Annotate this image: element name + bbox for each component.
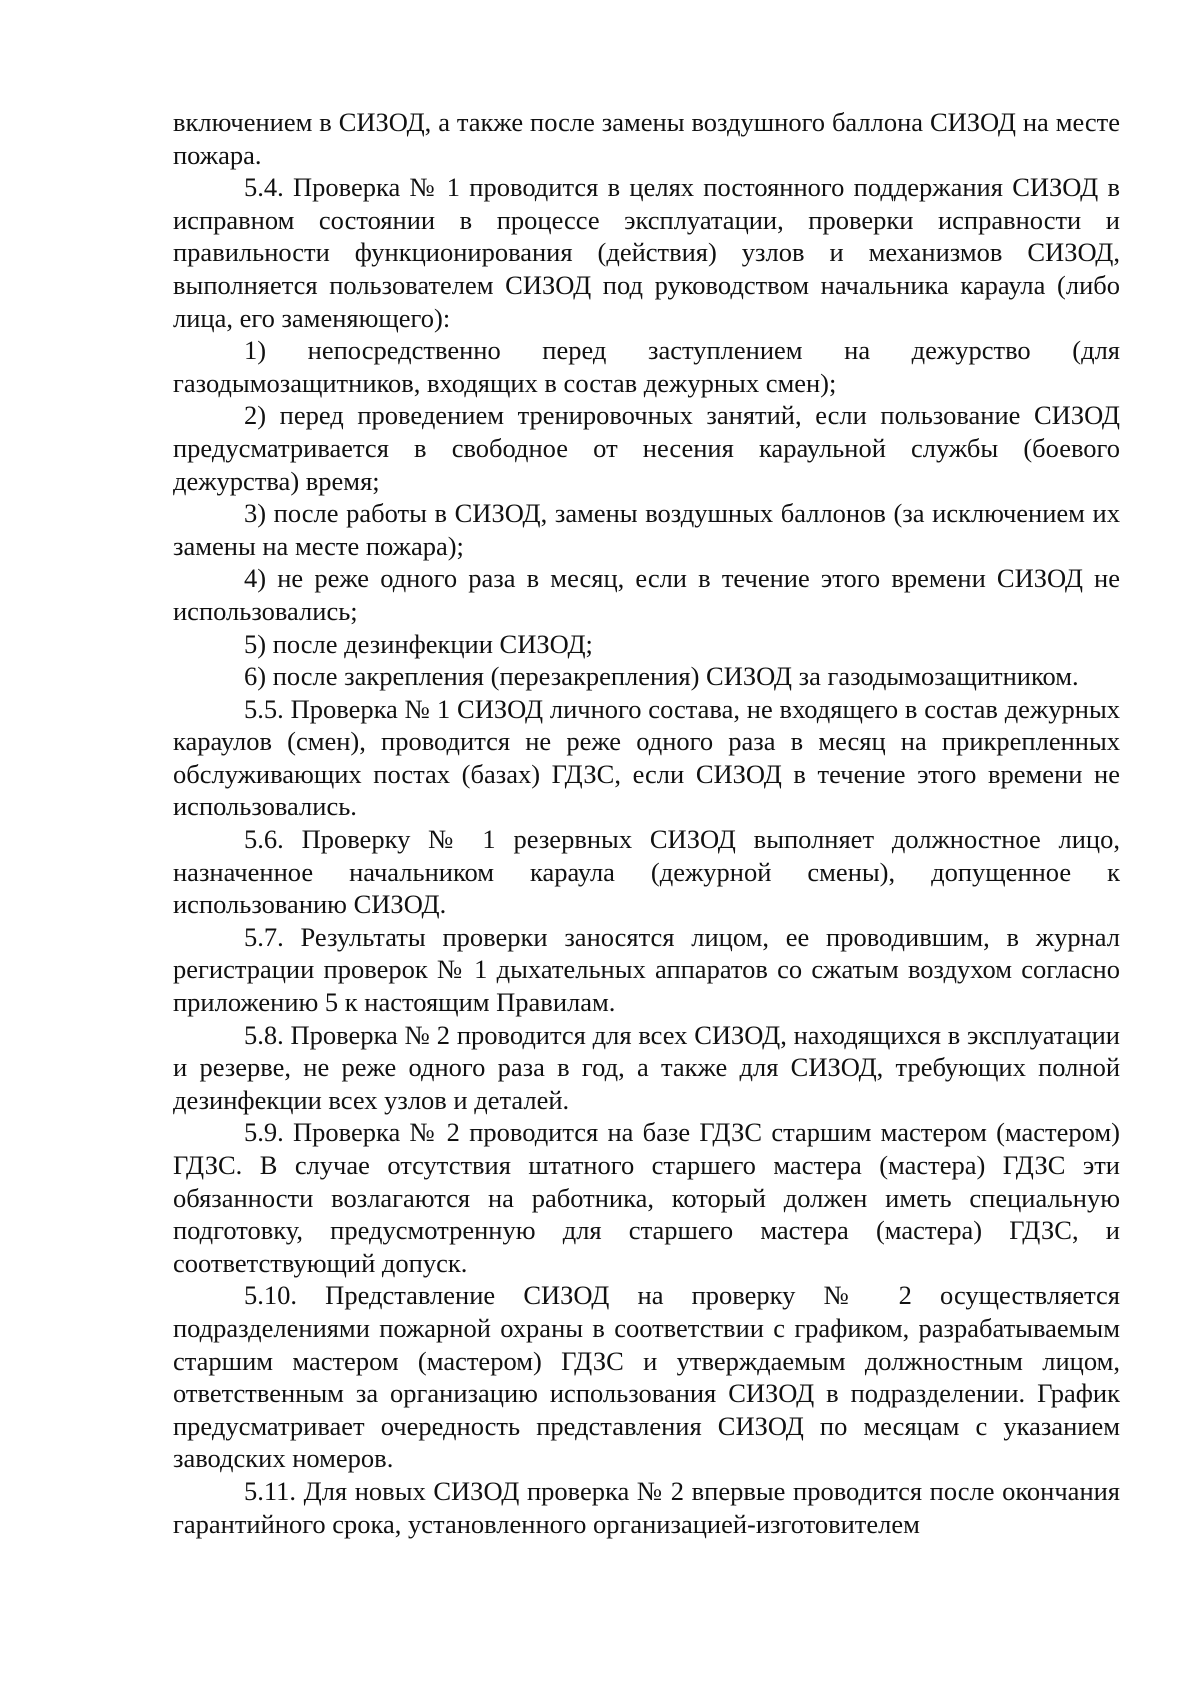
paragraph-continuation: включением в СИЗОД, а также после замены воздушного баллона СИЗОД на месте пожара. xyxy=(173,107,1120,170)
paragraph-5-7: 5.7. Результаты проверки заносятся лицом, ее проводившим, в журнал регистрации проверок № 1 дыхательных аппаратов со сжатым воздухом согласно приложению 5 к настоящим Правилам. xyxy=(173,921,1120,1018)
paragraph-5-4: 5.4. Проверка № 1 проводится в целях постоянного поддержания СИЗОД в исправном состоянии в процессе эксплуатации, проверки исправности и правильности функционирования (действия) узлов и механизмов СИЗОД, выполняется пользователем СИЗОД под руководством начальника караула (либо лица, его заменяющего): xyxy=(173,172,1120,333)
paragraph-5-8: 5.8. Проверка № 2 проводится для всех СИЗОД, находящихся в эксплуатации и резерве, не реже одного раза в год, а также для СИЗОД, требующих полной дезинфекции всех узлов и деталей. xyxy=(173,1019,1120,1115)
list-item-5: 5) после дезинфекции СИЗОД; xyxy=(244,628,593,659)
paragraph-5-9: 5.9. Проверка № 2 проводится на базе ГДЗС старшим мастером (мастером) ГДЗС. В случае отсутствия штатного старшего мастера (мастера) ГДЗС эти обязанности возлагаются на работника, который должен иметь специальную подготовку, предусмотренную для старшего мастера (мастера) ГДЗС, и соответствующий допуск. xyxy=(173,1117,1120,1278)
paragraph-5-6: 5.6. Проверку № 1 резервных СИЗОД выполняет должностное лицо, назначенное начальником караула (дежурной смены), допущенное к использованию СИЗОД. xyxy=(173,824,1120,920)
list-item-3: 3) после работы в СИЗОД, замены воздушных баллонов (за исключением их замены на месте пожара); xyxy=(173,498,1120,561)
paragraph-5-11: 5.11. Для новых СИЗОД проверка № 2 впервые проводится после окончания гарантийного срока, установленного организацией-изготовителем xyxy=(173,1475,1120,1539)
list-item-2: 2) перед проведением тренировочных занятий, если пользование СИЗОД предусматривается в свободное от несения караульной службы (боевого дежурства) время; xyxy=(173,400,1120,496)
document-page xyxy=(173,106,1120,1540)
list-item-1: 1) непосредственно перед заступлением на дежурство (для газодымозащитников, входящих в состав дежурных смен); xyxy=(173,335,1120,398)
paragraph-5-10: 5.10. Представление СИЗОД на проверку № 2 осуществляется подразделениями пожарной охраны в соответствии с графиком, разрабатываемым старшим мастером (мастером) ГДЗС и утверждаемым должностным лицом, ответственным за организацию использования СИЗОД в подразделении. График предусматривает очередность представления СИЗОД по месяцам с указанием заводских номеров. xyxy=(173,1280,1120,1474)
list-item-6: 6) после закрепления (перезакрепления) СИЗОД за газодымозащитником. xyxy=(244,661,1079,692)
list-item-4: 4) не реже одного раза в месяц, если в течение этого времени СИЗОД не использовались; xyxy=(173,563,1120,626)
paragraph-5-5: 5.5. Проверка № 1 СИЗОД личного состава, не входящего в состав дежурных караулов (смен), проводится не реже одного раза в месяц на прикрепленных обслуживающих постах (базах) ГДЗС, если СИЗОД в течение этого времени не использовались. xyxy=(173,693,1120,822)
